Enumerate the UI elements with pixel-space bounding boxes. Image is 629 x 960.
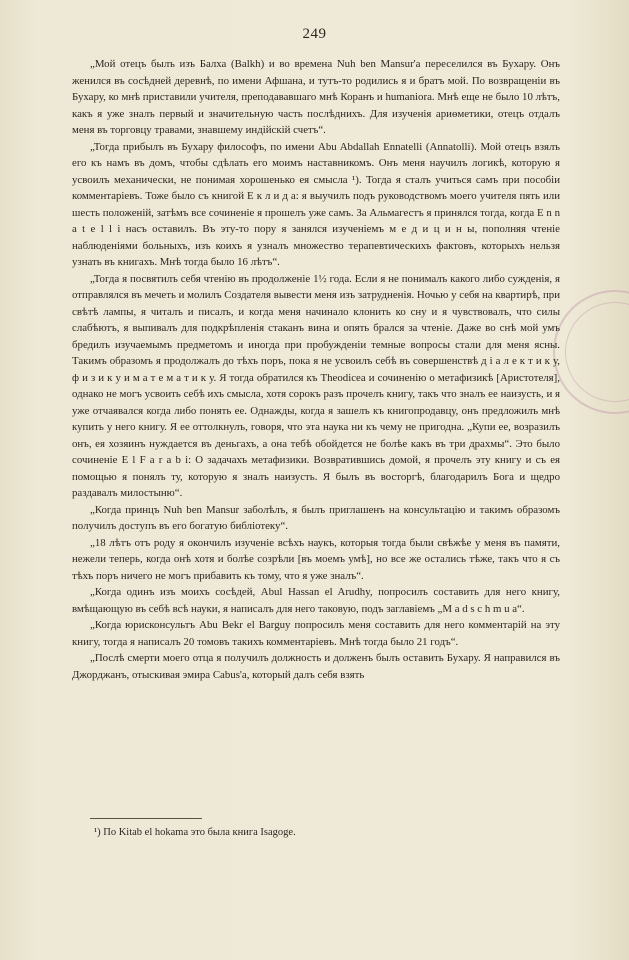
page-number: 249	[302, 26, 327, 42]
footnote-divider	[90, 818, 202, 819]
footnote: ¹) По Kitab el hokama это была книга Isagoge.	[94, 827, 296, 838]
paragraph: „18 лѣтъ отъ роду я окончилъ изученіе всѣхъ наукъ, которыя тогда были свѣжѣе у меня въ памяти, нежели теперь, когда онѣ хотя и болѣе созрѣли [въ моемъ умѣ], но все же остались тѣже, такъ что я съ тѣхъ поръ ничего не могъ прибавить къ тому, что я уже зналъ“.	[72, 536, 560, 582]
paragraph: „Мой отецъ былъ изъ Балха (Balkh) и во времена Nuh ben Mansur'a переселился въ Бухару. Онъ женился въ сосѣдней деревнѣ, по имени Афшана, и тутъ-то родились я и братъ мой. По возвращеніи въ Бухару, ко мнѣ приставили учителя, преподававшаго мнѣ Коранъ и humaniora. Мнѣ еще не было 10 лѣтъ, какъ я уже зналъ первый и значительную часть послѣднихъ. Для изученія ариѳметики, отецъ отдалъ меня въ торговцу травами, знавшему индійскій счетъ“.	[72, 58, 560, 136]
paragraph: „Когда принцъ Nuh ben Mansur заболѣлъ, я былъ приглашенъ на консультацію и такимъ образомъ получилъ доступъ въ его богатую библіотеку“.	[72, 503, 560, 532]
paragraph: „Когда юрисконсультъ Abu Bekr el Barguy попросилъ меня составить для него комментарій на эту книгу, тогда я написалъ 20 томовъ такихъ комментаріевъ. Мнѣ тогда было 21 годъ“.	[72, 619, 560, 648]
paragraph: „Когда одинъ изъ моихъ сосѣдей, Abul Hassan el Arudhy, попросилъ составить для него книгу, вмѣщающую въ себѣ всѣ науки, я написалъ для него таковую, подъ заглавіемъ „M a d s c h m u a“.	[72, 586, 560, 615]
paragraph: „Тогда прибылъ въ Бухару философъ, по имени Abu Abdallah Ennatelli (Annatolli). Мой отецъ взялъ его къ намъ въ домъ, чтобы сдѣлать его моимъ наставникомъ. Онъ меня научилъ логикѣ, которую я усвоилъ механически, не понимая хорошенько ея смысла ¹). Тогда я сталъ учиться самъ при пособіи комментаріевъ. Тоже было съ книгой Е к л и д а: я выучилъ подъ руководствомъ моего учителя пять или шесть положеній, затѣмъ все сочиненіе я прошелъ уже самъ. За Альмагестъ я принялся тогда, когда Е n n a t e l l i насъ оставилъ. Въ эту-то пору я занялся изученіемъ м е д и ц и н ы, пополняя чтеніе наблюденіями больныхъ, изъ коихъ я узналъ множество терапевтическихъ фактовъ, которыхъ нельзя узнать въ книгахъ. Мнѣ тогда было 16 лѣтъ“.	[72, 140, 560, 268]
paragraph: „Послѣ смерти моего отца я получилъ должность и долженъ былъ оставить Бухару. Я направился въ Джорджанъ, отыскивая эмира Cabus'a, который далъ себя взять	[72, 652, 560, 681]
paragraph: „Тогда я посвятилъ себя чтенію въ продолженіе 1½ года. Если я не понималъ какого либо сужденія, я отправлялся въ мечеть и молилъ Создателя вывести меня изъ затрудненія. Ночью у себя на квартирѣ, при свѣтѣ лампы, я читалъ и писалъ, и когда меня начинало клонить ко сну и я чувствовалъ, что силы слабѣютъ, я выпивалъ для подкрѣпленія стаканъ вина и опять брался за чтеніе. Даже во снѣ мой умъ бредилъ изучаемымъ предметомъ и иногда при пробужденіи темные вопросы стали для меня ясны. Такимъ образомъ я продолжалъ до тѣхъ поръ, пока я не усвоилъ себѣ въ совершенствѣ д і а л е к т и к у, ф и з и к у и м а т е м а т и к у. Я тогда обратился къ Theodicea и сочиненію о метафизикѣ [Аристотеля], однако не могъ усвоить себѣ ихъ смысла, хотя сорокъ разъ прочелъ книгу, такъ что зналъ ее наизусть, и я уже отчаявался когда либо понять ее. Однажды, когда я зашелъ къ книгопродавцу, онъ предложилъ мнѣ купить у него книгу. Я ее оттолкнулъ, говоря, что эта наука ни къ чему не пригодна. „Купи ее, возразилъ онъ, ея хозяинъ нуждается въ деньгахъ, а она тебѣ обойдется не болѣе какъ въ три драхмы“. Это было сочиненіе E l F a r a b i: О задачахъ метафизики. Возвратившись домой, я прочелъ эту книгу и съ ея помощью я понялъ ту, которую я зналъ наизусть. Я былъ въ восторгѣ, благодарилъ Бога и щедро раздавалъ милостыню“.	[72, 272, 560, 499]
body-text	[72, 56, 560, 683]
library-stamp	[553, 290, 629, 414]
